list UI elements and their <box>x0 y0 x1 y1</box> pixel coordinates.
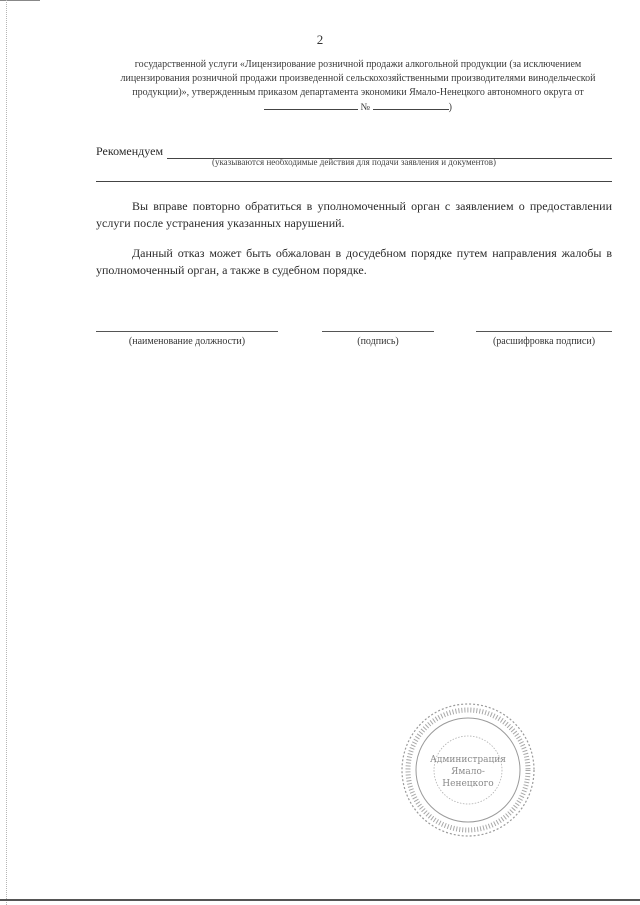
seal-text-3: Ненецкого <box>442 779 494 789</box>
decoding-line <box>476 331 612 332</box>
position-line <box>96 331 278 332</box>
header-line-3: продукции)», утвержденным приказом департамента экономики Ямало-Ненецкого автономного округа от <box>132 87 584 98</box>
page-edge-bottom <box>0 899 640 901</box>
recommend-label: Рекомендуем <box>96 144 164 158</box>
official-seal-icon <box>398 700 538 840</box>
header-line-4 <box>98 100 618 115</box>
seal-text-2: Ямало- <box>451 767 485 777</box>
page-number: 2 <box>316 32 324 47</box>
number-blank <box>373 100 449 110</box>
header-line-1: государственной услуги «Лицензирование розничной продажи алкогольной продукции (за исключением <box>134 59 582 70</box>
recommend-hint: (указываются необходимые действия для подачи заявления и документов) <box>211 157 497 167</box>
signature-label: (подпись) <box>357 336 399 347</box>
header-line-2: лицензирования розничной продажи произведенной сельскохозяйственными производителями винодельческой <box>120 73 596 84</box>
signature-line <box>322 331 434 332</box>
paragraph-appeal: Данный отказ может быть обжалован в досудебном порядке путем направления жалобы в уполномоченный орган, а также в судебном порядке. <box>96 246 612 277</box>
decoding-label: (расшифровка подписи) <box>492 336 596 347</box>
seal-text-1: Администрация <box>430 755 506 765</box>
header-block <box>98 58 618 115</box>
recommend-fill-line-2 <box>96 181 612 182</box>
closing-paren: ) <box>448 102 452 113</box>
position-label: (наименование должности) <box>128 336 246 347</box>
paragraph-reapply: Вы вправе повторно обратиться в уполномоченный орган с заявлением о предоставлении услуги после устранения указанных нарушений. <box>96 199 612 230</box>
date-blank <box>264 100 358 110</box>
page-edge-left <box>6 0 8 905</box>
number-sign: № <box>360 102 371 113</box>
